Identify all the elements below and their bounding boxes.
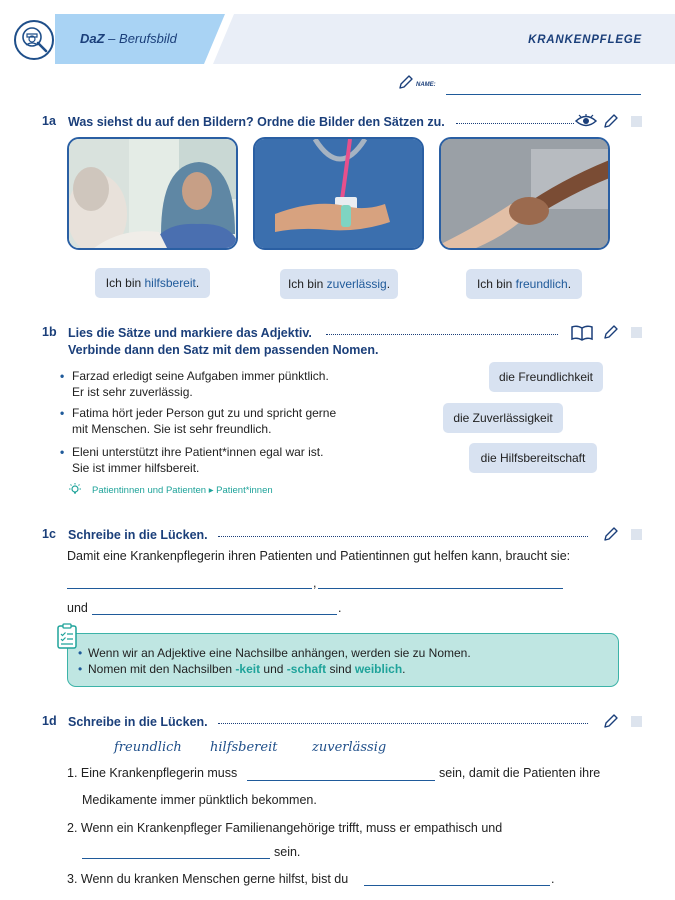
- topic-title: KRANKENPFLEGE: [528, 34, 642, 46]
- pencil-icon: [603, 526, 619, 542]
- dotted-line: [326, 334, 558, 335]
- question-2-end: sein.: [274, 845, 301, 859]
- book-icon: [571, 325, 593, 341]
- section-subtitle: Verbinde dann den Satz mit dem passenden Nomen.: [68, 343, 379, 357]
- checkbox-square[interactable]: [631, 327, 642, 338]
- und-label: und: [67, 601, 88, 615]
- dotted-line: [456, 123, 574, 124]
- sentence-chip: Ich bin hilfsbereit.: [95, 268, 210, 298]
- tip-note: Patientinnen und Patienten ▸ Patient*innen: [70, 485, 273, 496]
- section-number: 1b: [42, 325, 57, 339]
- pencil-icon: [398, 74, 414, 90]
- answer-blank[interactable]: [318, 588, 563, 589]
- word-bank-item: zuverlässig: [312, 740, 387, 755]
- section-title: Lies die Sätze und markiere das Adjektiv.: [68, 326, 312, 340]
- name-field[interactable]: [398, 72, 648, 96]
- photo-nurse-watch: [253, 137, 424, 250]
- noun-chip[interactable]: die Hilfsbereitschaft: [469, 443, 597, 473]
- list-item: • Eleni unterstützt ihre Patient*innen egal war ist. Sie ist immer hilfsbereit.: [72, 444, 323, 476]
- question-2-start: 2. Wenn ein Krankenpfleger Familienangehörige trifft, muss er empathisch und: [67, 821, 503, 835]
- answer-blank[interactable]: [364, 885, 550, 886]
- word-bank-item: hilfsbereit: [210, 740, 278, 755]
- checkbox-square[interactable]: [631, 529, 642, 540]
- clipboard-icon: [57, 623, 77, 649]
- info-rule: • Nomen mit den Nachsilben -keit und -schaft sind weiblich.: [88, 662, 406, 676]
- section-title: Was siehst du auf den Bildern? Ordne die Bilder den Sätzen zu.: [68, 115, 445, 129]
- section-1d-heading: [42, 714, 644, 732]
- section-title: Schreibe in die Lücken.: [68, 528, 208, 542]
- list-item: • Fatima hört jeder Person gut zu und spricht gerne mit Menschen. Sie ist sehr freundlich.: [72, 405, 336, 437]
- answer-blank[interactable]: [82, 858, 270, 859]
- photo-holding-hands: [439, 137, 610, 250]
- nurse-magnifier-icon: [14, 20, 54, 60]
- list-item: • Farzad erledigt seine Aufgaben immer pünktlich. Er ist sehr zuverlässig.: [72, 368, 329, 400]
- period: .: [551, 872, 555, 886]
- lightbulb-icon: [68, 483, 82, 497]
- question-1-cont: Medikamente immer pünktlich bekommen.: [82, 793, 317, 807]
- pencil-icon: [603, 113, 619, 129]
- word-bank-item: freundlich: [114, 740, 182, 755]
- section-1b-heading: [42, 325, 644, 359]
- page-header: [0, 14, 675, 64]
- info-box: [67, 633, 619, 687]
- noun-chip[interactable]: die Freundlichkeit: [489, 362, 603, 392]
- instruction-text: Damit eine Krankenpflegerin ihren Patienten und Patientinnen gut helfen kann, braucht sie:: [67, 549, 571, 563]
- dotted-line: [218, 536, 588, 537]
- question-3-start: 3. Wenn du kranken Menschen gerne hilfst, bist du: [67, 872, 349, 886]
- section-title: Schreibe in die Lücken.: [68, 715, 208, 729]
- sentence-chip: Ich bin zuverlässig.: [280, 269, 398, 299]
- name-line: [446, 94, 641, 95]
- section-number: 1d: [42, 714, 57, 728]
- pencil-icon: [603, 324, 619, 340]
- answer-blank[interactable]: [247, 780, 435, 781]
- section-1c-heading: [42, 527, 644, 545]
- section-number: 1c: [42, 527, 56, 541]
- question-1-start: 1. Eine Krankenpflegerin muss: [67, 766, 238, 780]
- section-number: 1a: [42, 114, 56, 128]
- noun-chip[interactable]: die Zuverlässigkeit: [443, 403, 563, 433]
- checkbox-square[interactable]: [631, 716, 642, 727]
- series-title: DaZ – Berufsbild: [80, 31, 177, 46]
- dotted-line: [218, 723, 588, 724]
- checkbox-square[interactable]: [631, 116, 642, 127]
- photo-nurse-smiling: [67, 137, 238, 250]
- answer-blank[interactable]: [67, 588, 312, 589]
- period: .: [338, 601, 342, 615]
- info-rule: • Wenn wir an Adjektive eine Nachsilbe anhängen, werden sie zu Nomen.: [88, 646, 471, 660]
- pencil-icon: [603, 713, 619, 729]
- answer-blank[interactable]: [92, 614, 337, 615]
- sentence-chip: Ich bin freundlich.: [466, 269, 582, 299]
- comma: ,: [313, 576, 317, 590]
- eye-icon: [575, 114, 597, 128]
- section-1a-heading: [42, 114, 644, 132]
- question-1-end: sein, damit die Patienten ihre: [439, 766, 601, 780]
- name-label: NAME:: [416, 82, 436, 88]
